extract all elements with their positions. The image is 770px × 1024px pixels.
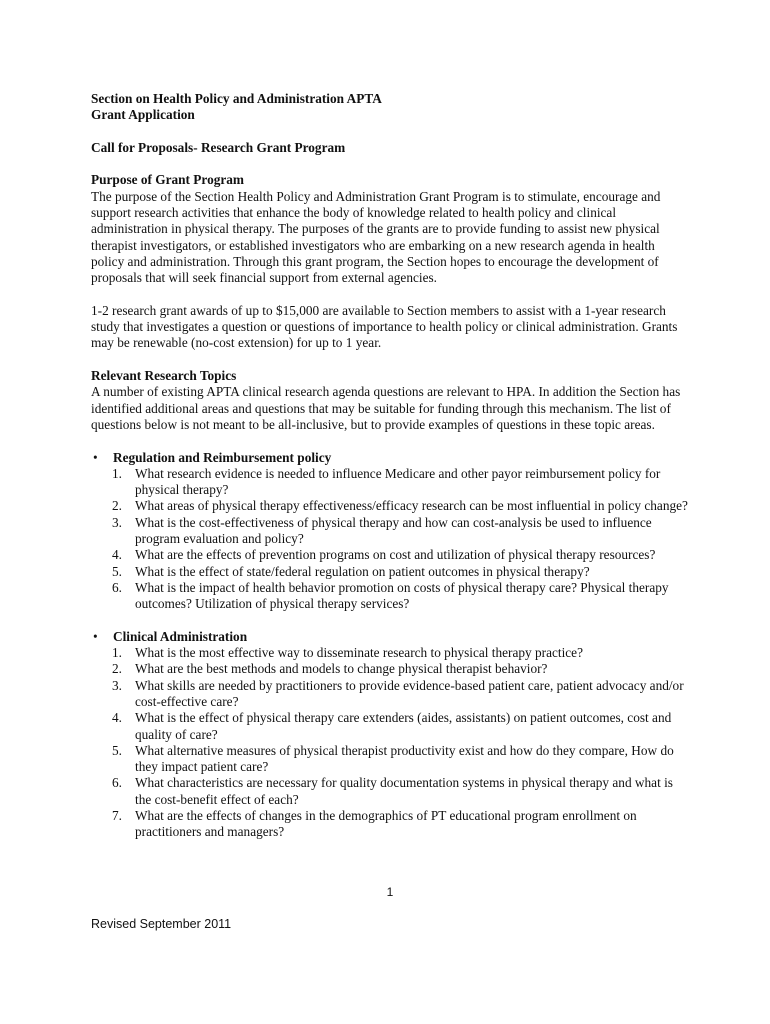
list-item [91,498,691,514]
question-list [91,466,691,613]
list-item [91,775,691,808]
item-number: 2. [112,498,122,514]
list-item [91,515,691,548]
purpose-paragraph: The purpose of the Section Health Policy and Administration Grant Program is to stimulate, encourage and support research activities that enhance the body of knowledge related to health policy and clinical administration in physical therapy. The purposes of the grants are to provide funding to assist new physical therapist investigators, or established investigators who are embarking on a new research agenda in health policy and administration. Through this grant program, the Section hopes to encourage the development of proposals that will seek financial support from external agencies. [91,188,661,286]
item-text: What is the cost-effectiveness of physical therapy and how can cost-analysis be used to influence program evaluation and policy? [135,514,652,547]
item-number: 6. [112,579,122,595]
section-clinical-administration [91,629,691,841]
bullet-icon: • [93,449,98,465]
list-item [91,743,691,776]
item-text: What skills are needed by practitioners to provide evidence-based patient care, patient advocacy and/or cost-effective care? [135,677,684,709]
item-text: What are the effects of prevention programs on cost and utilization of physical therapy resources? [135,547,656,563]
section-heading [91,450,691,466]
item-text: What is the most effective way to disseminate research to physical therapy practice? [135,645,583,661]
item-text: What areas of physical therapy effectiveness/efficacy research can be most influential in policy change? [135,498,688,514]
document-page [91,91,691,841]
section-title: Clinical Administration [113,628,248,644]
section-title: Regulation and Reimbursement policy [113,449,332,465]
item-number: 3. [112,677,122,693]
list-item [91,808,691,841]
bullet-icon: • [93,628,98,644]
footer-revision-note: Revised September 2011 [91,917,232,931]
question-list [91,645,691,841]
item-text: What characteristics are necessary for quality documentation systems in physical therapy and what is the cost-benefit effect of each? [135,775,673,807]
item-text: What is the effect of physical therapy care extenders (aides, assistants) on patient outcomes, cost and quality of care? [135,710,672,742]
item-text: What is the impact of health behavior promotion on costs of physical therapy care? Physical therapy outcomes? Utilization of physical therapy services? [135,579,669,612]
section-regulation [91,450,691,613]
item-number: 7. [112,808,122,824]
purpose-heading: Purpose of Grant Program [91,172,245,188]
item-number: 4. [112,710,122,726]
topics-heading: Relevant Research Topics [91,368,237,384]
item-text: What research evidence is needed to influence Medicare and other payor reimbursement policy for physical therapy? [135,465,661,498]
list-item [91,564,691,580]
list-item [91,678,691,711]
item-text: What is the effect of state/federal regulation on patient outcomes in physical therapy? [135,563,590,579]
item-number: 1. [112,645,122,661]
section-heading [91,629,691,645]
org-title: Section on Health Policy and Administration APTA [91,91,382,106]
item-number: 5. [112,742,122,758]
list-item [91,466,691,499]
awards-paragraph: 1-2 research grant awards of up to $15,000 are available to Section members to assist with a 1-year research study that investigates a question or questions of importance to health policy or clinical administration. Grants may be renewable (no-cost extension) for up to 1 year. [91,302,678,351]
list-item [91,645,691,661]
item-text: What alternative measures of physical therapist productivity exist and how do they compare, How do they impact patient care? [135,742,674,775]
list-item [91,580,691,613]
list-item [91,547,691,563]
list-item [91,710,691,743]
item-number: 6. [112,775,122,791]
item-number: 2. [112,661,122,677]
page-number: 1 [386,885,394,899]
topics-paragraph: A number of existing APTA clinical research agenda questions are relevant to HPA. In addition the Section has identified additional areas and questions that may be suitable for funding through this mechanism. The list of questions below is not meant to be all-inclusive, but to provide examples of questions in these topic areas. [91,384,681,432]
item-number: 4. [112,547,122,563]
item-text: What are the best methods and models to change physical therapist behavior? [135,661,548,677]
item-text: What are the effects of changes in the demographics of PT educational program enrollment on practitioners and managers? [135,808,637,840]
item-number: 1. [112,465,122,481]
list-item [91,661,691,677]
item-number: 3. [112,514,122,530]
document-title: Grant Application [91,107,195,123]
item-number: 5. [112,563,122,579]
call-heading: Call for Proposals- Research Grant Program [91,139,346,155]
